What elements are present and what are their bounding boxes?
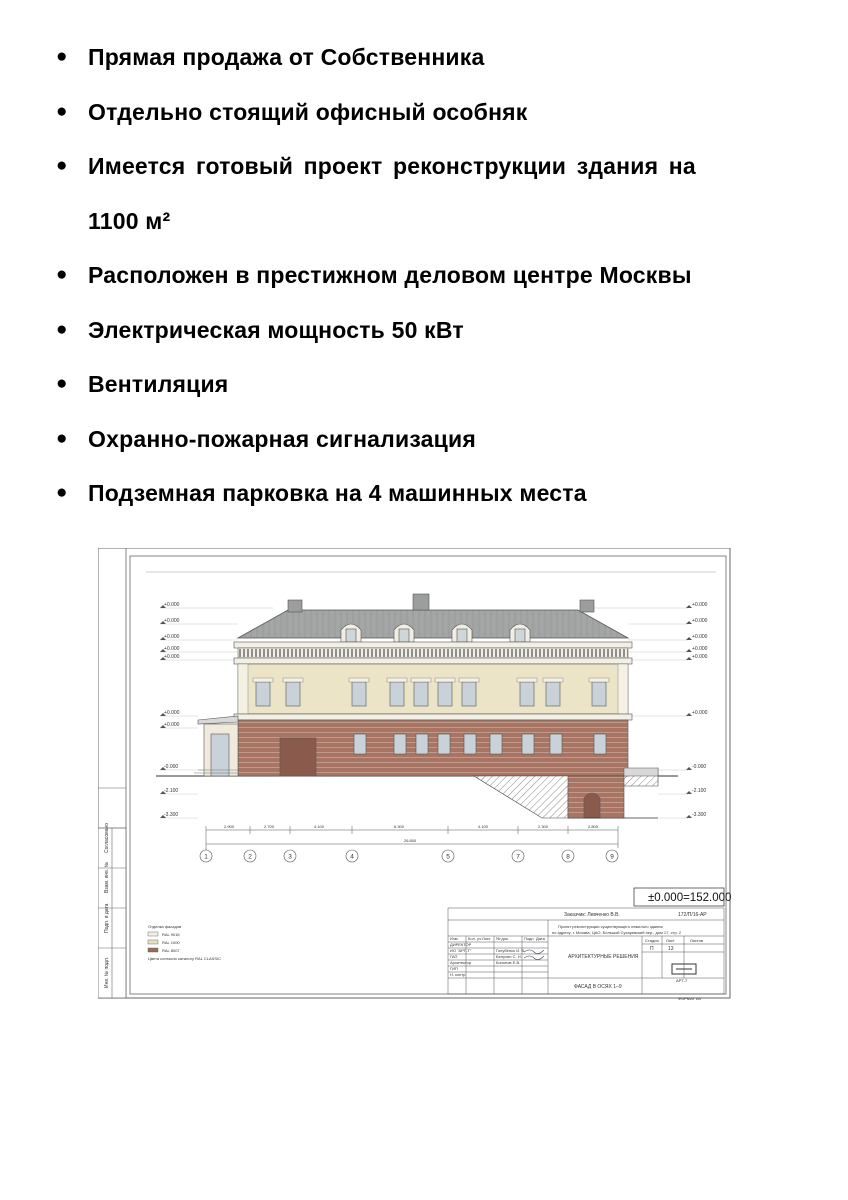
axis-label: 3 (288, 853, 292, 861)
elevation-mark: -3.300 (164, 812, 179, 818)
company-name: АРТ-Т (676, 978, 688, 983)
datum-label: ±0.000=152.000 (648, 892, 732, 904)
elevation-mark: +0.000 (164, 710, 180, 716)
legend-label: RAL 1000 (162, 940, 180, 945)
bullet-icon: ● (56, 373, 68, 394)
elevation-mark: +0.000 (692, 602, 708, 608)
elevation-mark: -2.100 (164, 788, 179, 794)
axis-label: 9 (610, 853, 614, 861)
legend-note: Цвета согласно каталогу RAL CLASSIC (148, 956, 222, 961)
staff-name: Голубенко И. В. (496, 948, 526, 953)
elevation-mark: +0.000 (164, 654, 180, 660)
dimension-value: 4.100 (478, 824, 489, 829)
side-stamp-label: Инв. № подл. (104, 956, 110, 988)
legend-label: RAL 8007 (162, 948, 180, 953)
bullet-icon: ● (56, 46, 68, 67)
feature-text: Имеется готовый проект реконструкции здания на (88, 153, 696, 179)
stage-value: П (650, 946, 654, 952)
elevation-mark: +0.000 (692, 710, 708, 716)
elevation-mark: +0.000 (692, 654, 708, 660)
staff-role: ГАП (450, 954, 458, 959)
feature-item (56, 139, 832, 194)
legend-swatch (148, 932, 158, 936)
elevation-mark: -2.100 (692, 788, 707, 794)
elevation-mark: +0.000 (164, 646, 180, 652)
project-title: Проект реконструкции существующего нежилого здания (558, 924, 663, 929)
column-header: Кол. уч. (468, 936, 483, 941)
dimension-value: 6.300 (394, 824, 405, 829)
features-list (56, 30, 832, 521)
dimension-value: 2.800 (588, 824, 599, 829)
feature-item (56, 248, 832, 303)
sheet-title: ФАСАД В ОСЯХ 1–9 (574, 984, 622, 990)
feature-text: Прямая продажа от Собственника (88, 44, 485, 70)
feature-item-continuation (56, 194, 832, 249)
elevation-mark: +0.000 (164, 722, 180, 728)
bullet-icon: ● (56, 318, 68, 340)
side-stamp-label: Согласовано (104, 822, 110, 853)
bullet-icon: ● (56, 155, 68, 176)
feature-text: Электрическая мощность 50 кВт (88, 316, 464, 343)
stage-header: Стадия (645, 938, 659, 943)
bullet-icon: ● (56, 100, 68, 122)
axis-label: 7 (516, 853, 520, 861)
format-label: ФОРМАТ А3 (678, 996, 701, 1000)
dimension-value: 2.900 (224, 824, 235, 829)
elevation-mark: -0.000 (164, 764, 179, 770)
feature-text: Охранно-пожарная сигнализация (88, 425, 476, 452)
legend-title: Отделка фасадов (148, 924, 182, 929)
side-stamp-label: Подп. и дата (104, 903, 110, 933)
column-header: № док. (496, 936, 509, 941)
legend-swatch (148, 940, 158, 944)
feature-item (56, 85, 832, 140)
feature-text: Отдельно стоящий офисный особняк (88, 98, 528, 125)
facade-drawing (98, 548, 734, 1000)
overall-dimension: 26.800 (404, 838, 417, 843)
project-code: 172/П/16-АР (678, 912, 707, 918)
legend-label: RAL 9016 (162, 932, 180, 937)
feature-item (56, 412, 832, 467)
elevation-mark: +0.000 (164, 602, 180, 608)
sheets-header: Листов (690, 938, 703, 943)
section-title: АРХИТЕКТУРНЫЕ РЕШЕНИЯ (568, 954, 639, 960)
staff-name: Белухин С. Н. (496, 954, 522, 959)
column-header: Подп. (524, 936, 535, 941)
feature-item (56, 466, 832, 521)
staff-role: Архитектор (450, 960, 472, 965)
feature-text: Вентиляция (88, 371, 229, 397)
datum-label-box (634, 888, 731, 906)
staff-role: ГИП (450, 966, 458, 971)
elevation-mark: +0.000 (692, 618, 708, 624)
axis-label: 8 (566, 853, 570, 861)
axis-label: 4 (350, 853, 354, 861)
staff-role: Н. контр. (450, 972, 467, 977)
elevation-mark: +0.000 (164, 634, 180, 640)
feature-text: Подземная парковка на 4 машинных места (88, 480, 587, 506)
elevation-mark: +0.000 (692, 646, 708, 652)
elevation-mark: -3.300 (692, 812, 707, 818)
sheet-header: Лист (666, 938, 675, 943)
drawing-sheet (98, 548, 734, 1000)
feature-text: 1100 м² (88, 207, 171, 234)
elevation-mark: -0.000 (692, 764, 707, 770)
staff-role: ИО "АРТ-Т" (450, 948, 472, 953)
staff-role: ДИРЕКТОР (450, 942, 472, 947)
column-header: Лист (482, 936, 491, 941)
axis-label: 1 (204, 853, 208, 861)
axis-label: 5 (446, 853, 450, 861)
dimension-value: 4.100 (314, 824, 325, 829)
sheet-value: 13 (668, 946, 674, 952)
project-address: по адресу: г. Москва, ЦАО, Большой Сухаревский пер., дом 17, стр. 2 (552, 930, 682, 935)
column-header: Изм. (450, 936, 459, 941)
feature-item (56, 30, 832, 85)
elevation-mark: +0.000 (164, 618, 180, 624)
feature-text: Расположен в престижном деловом центре Москвы (88, 262, 692, 288)
bullet-icon: ● (56, 482, 68, 503)
customer-label: Заказчик: Левченко В.В. (564, 912, 620, 918)
bullet-icon: ● (56, 264, 68, 285)
feature-item (56, 357, 832, 412)
column-header: Дата (536, 936, 545, 941)
elevation-mark: +0.000 (692, 634, 708, 640)
bullet-icon: ● (56, 427, 68, 449)
staff-name: Кононов Е.В. (496, 960, 521, 965)
legend-swatch (148, 948, 158, 952)
dimension-value: 2.700 (264, 824, 275, 829)
feature-item (56, 303, 832, 358)
dimension-value: 2.300 (538, 824, 549, 829)
axis-label: 2 (248, 853, 252, 861)
side-stamp-label: Взам. инв. № (104, 862, 110, 893)
